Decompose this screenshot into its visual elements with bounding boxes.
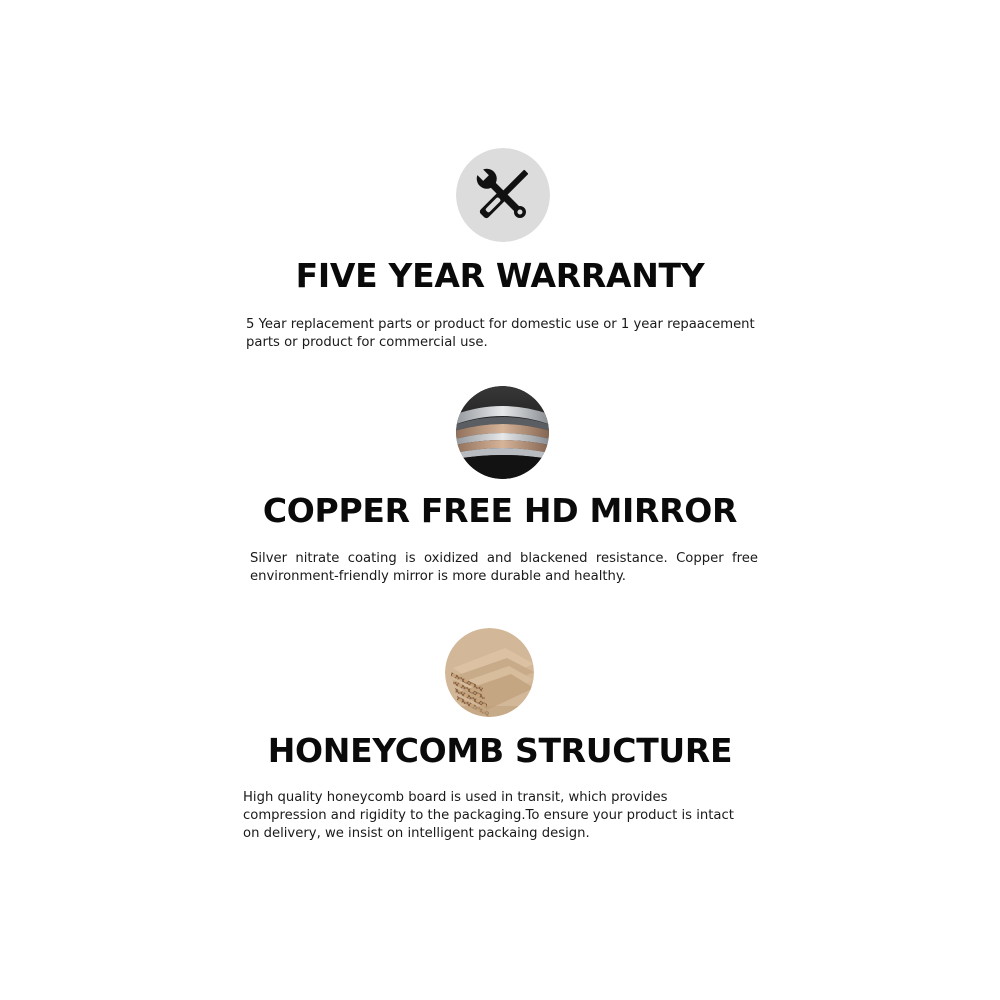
honeycomb-board-icon xyxy=(445,628,534,717)
feature-description-warranty: 5 Year replacement parts or product for domestic use or 1 year repaacement parts or product for commercial use. xyxy=(246,317,755,350)
feature-title-mirror: COPPER FREE HD MIRROR xyxy=(262,491,738,530)
mirror-layers-icon xyxy=(456,386,549,479)
feature-title-honeycomb: HONEYCOMB STRUCTURE xyxy=(267,731,733,770)
feature-title-warranty: FIVE YEAR WARRANTY xyxy=(295,256,705,295)
feature-description-honeycomb: High quality honeycomb board is used in transit, which provides compression and rigidity to the packaging.To ensure your product is intact on delivery, we insist on intelligent packaing design. xyxy=(243,790,734,841)
tools-icon xyxy=(456,148,550,242)
feature-description-mirror: Silver nitrate coating is oxidized and blackened resistance. Copper free environment-friendly mirror is more durable and healthy. xyxy=(250,551,758,584)
